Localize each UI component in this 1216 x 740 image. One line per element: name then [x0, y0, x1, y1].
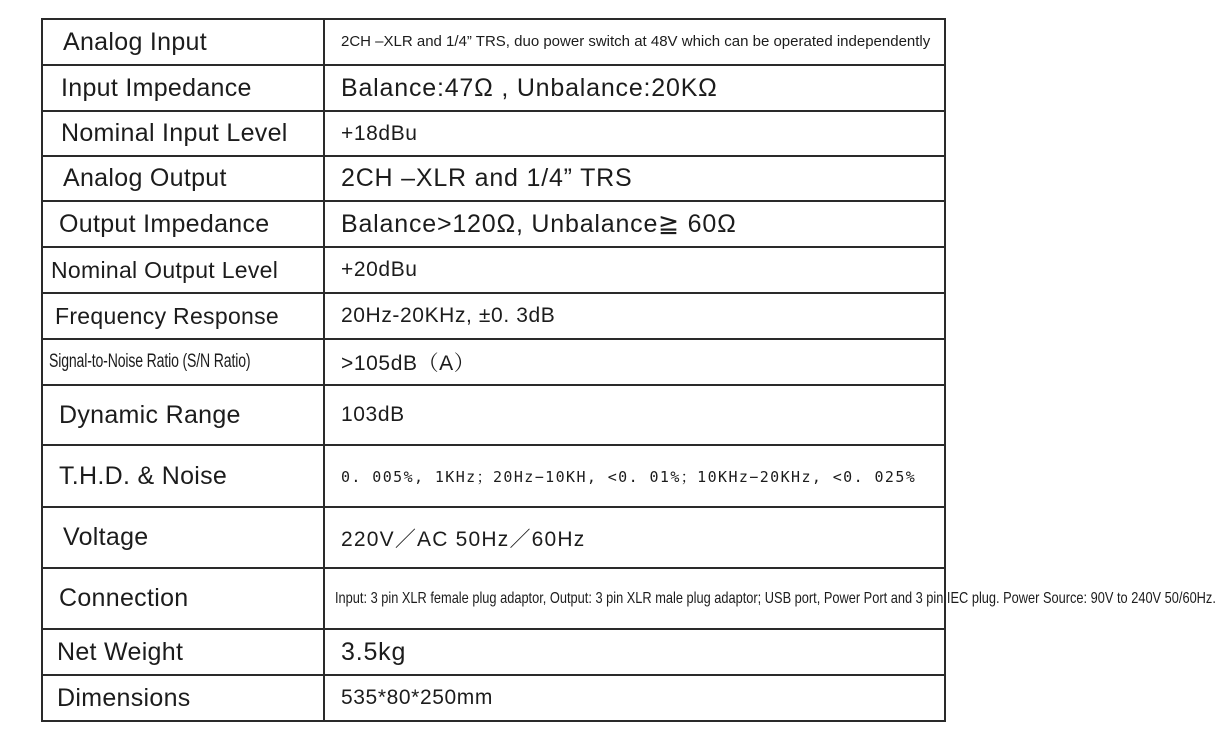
spec-value: 2CH –XLR and 1/4” TRS — [341, 164, 633, 192]
table-row — [42, 507, 945, 568]
table-row — [42, 339, 945, 385]
spec-label-cell — [42, 339, 324, 385]
spec-label-cell — [42, 19, 324, 65]
spec-label-cell — [42, 156, 324, 201]
spec-value-cell — [324, 507, 945, 568]
spec-label-cell — [42, 385, 324, 445]
spec-label: Frequency Response — [55, 302, 280, 329]
spec-value-cell — [324, 445, 945, 507]
table-row — [42, 568, 945, 629]
table-row — [42, 675, 945, 721]
spec-value-cell — [324, 339, 945, 385]
spec-label: Signal-to-Noise Ratio (S/N Ratio) — [49, 351, 251, 372]
spec-label-cell — [42, 293, 324, 339]
table-row — [42, 629, 945, 675]
table-row — [42, 19, 945, 65]
spec-value: 3.5kg — [341, 637, 407, 666]
spec-label-cell — [42, 111, 324, 156]
spec-label: Nominal Input Level — [61, 119, 288, 147]
spec-value-cell — [324, 675, 945, 721]
spec-value-cell — [324, 629, 945, 675]
spec-label: Nominal Output Level — [51, 256, 279, 283]
spec-value: +20dBu — [341, 258, 418, 281]
spec-value-cell — [324, 111, 945, 156]
spec-label-cell — [42, 247, 324, 293]
spec-value-cell — [324, 385, 945, 445]
table-row — [42, 65, 945, 111]
spec-value: Input: 3 pin XLR female plug adaptor, Output: 3 pin XLR male plug adaptor; USB port, Power Port and 3 pin IEC plug. Power Source: 90V to 240V 50/60Hz. — [335, 590, 1216, 607]
spec-value-cell — [324, 65, 945, 111]
spec-value: 20Hz-20KHz, ±0. 3dB — [341, 304, 556, 327]
spec-value-cell — [324, 293, 945, 339]
spec-label-cell — [42, 568, 324, 629]
spec-value-cell — [324, 568, 1216, 629]
table-row — [42, 201, 945, 247]
spec-label: Voltage — [63, 523, 149, 551]
spec-label-cell — [42, 445, 324, 507]
spec-label: Output Impedance — [59, 209, 270, 238]
table-row — [42, 385, 945, 445]
spec-value: Balance:47Ω , Unbalance:20KΩ — [341, 73, 718, 102]
spec-value-cell — [324, 19, 945, 65]
table-row — [42, 445, 945, 507]
spec-label: Analog Input — [63, 27, 207, 56]
spec-label: Net Weight — [57, 637, 184, 666]
spec-label: Dynamic Range — [59, 400, 241, 429]
specifications-table — [41, 18, 1216, 722]
spec-value: +18dBu — [341, 121, 418, 145]
spec-label: T.H.D. & Noise — [59, 461, 228, 490]
spec-value: Balance>120Ω, Unbalance≧ 60Ω — [341, 210, 737, 238]
spec-value: 2CH –XLR and 1/4” TRS, duo power switch at 48V which can be operated independently — [341, 33, 931, 50]
spec-value: >105dB（A） — [341, 352, 476, 375]
spec-value-cell — [324, 156, 945, 201]
spec-label: Analog Output — [63, 164, 227, 192]
table-row — [42, 111, 945, 156]
spec-label-cell — [42, 629, 324, 675]
spec-label: Connection — [59, 584, 189, 612]
table-row — [42, 156, 945, 201]
spec-label-cell — [42, 507, 324, 568]
spec-value: 103dB — [341, 403, 405, 426]
spec-label-cell — [42, 675, 324, 721]
spec-value-cell — [324, 201, 945, 247]
spec-value: 0. 005%, 1KHz；20Hz−10KH, <0. 01%；10KHz−20KHz, <0. 025% — [341, 467, 917, 486]
spec-label-cell — [42, 65, 324, 111]
spec-value-cell — [324, 247, 945, 293]
table-row — [42, 293, 945, 339]
spec-label: Dimensions — [57, 683, 191, 712]
table-row — [42, 247, 945, 293]
spec-label-cell — [42, 201, 324, 247]
spec-value: 220V／AC 50Hz／60Hz — [341, 527, 586, 551]
spec-label: Input Impedance — [61, 73, 252, 102]
spec-value: 535*80*250mm — [341, 686, 493, 709]
